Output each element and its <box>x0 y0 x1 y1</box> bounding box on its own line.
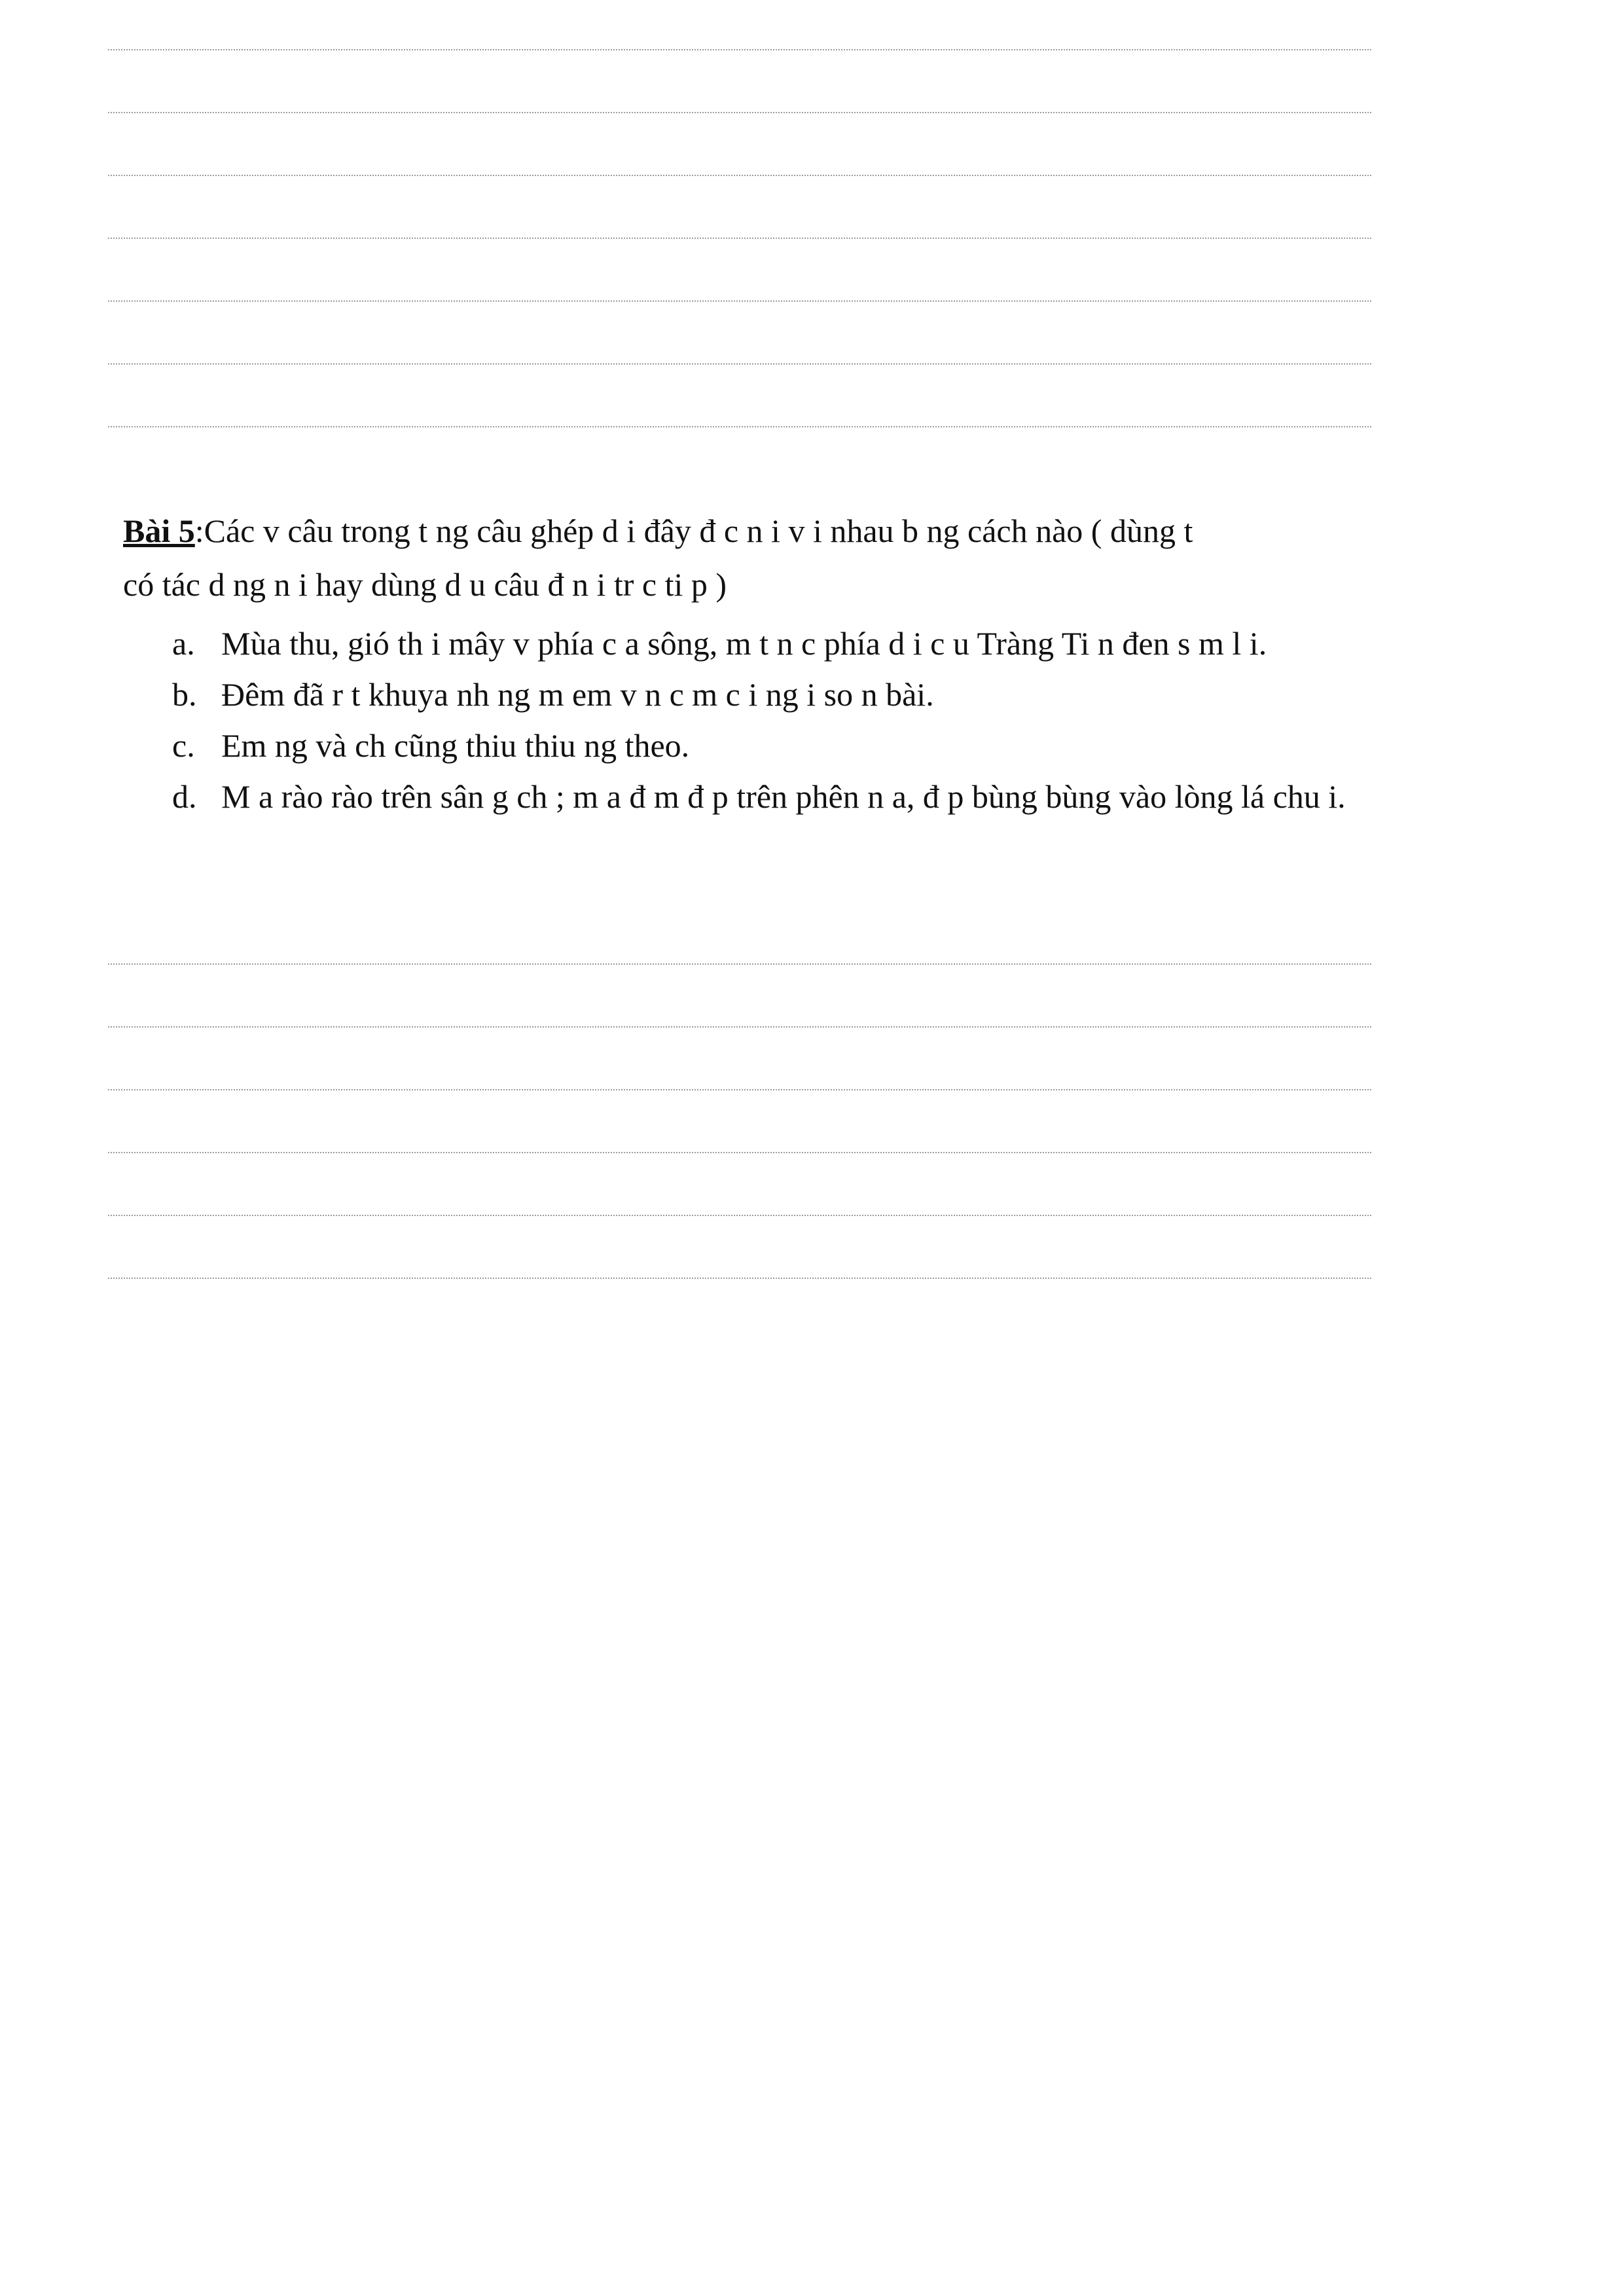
list-item <box>123 771 1537 822</box>
item-marker: a. <box>172 625 195 662</box>
exercise-5 <box>123 504 1537 822</box>
item-text: M a rào rào trên sân g ch ; m a đ m đ p trên phên n a, đ p bùng bùng vào lòng lá chu i. <box>221 778 1346 815</box>
item-text: Đêm đã r t khuya nh ng m em v n c m c i ng i so n bài. <box>221 676 934 713</box>
exercise-heading <box>123 504 1537 558</box>
answer-line <box>108 1152 1371 1153</box>
answer-line <box>108 363 1371 365</box>
answer-line <box>108 426 1371 427</box>
item-marker: b. <box>172 676 197 713</box>
exercise-prompt-line1: :Các v câu trong t ng câu ghép d i đây đ c n i v i nhau b ng cách nào ( dùng t <box>194 512 1193 549</box>
answer-line <box>108 1215 1371 1216</box>
list-item <box>123 720 1537 771</box>
answer-line <box>108 112 1371 113</box>
answer-line <box>108 175 1371 176</box>
item-text: Mùa thu, gió th i mây v phía c a sông, m t n c phía d i c u Tràng Ti n đen s m l i. <box>221 625 1267 662</box>
answer-line <box>108 300 1371 302</box>
exercise-item-list <box>123 618 1537 822</box>
list-item <box>123 618 1537 669</box>
exercise-prompt-line2: có tác d ng n i hay dùng d u câu đ n i tr c ti p ) <box>123 566 727 603</box>
answer-line <box>108 1278 1371 1279</box>
list-item <box>123 669 1537 720</box>
item-marker: d. <box>172 778 197 815</box>
answer-line <box>108 963 1371 965</box>
answer-line <box>108 1026 1371 1028</box>
item-text: Em ng và ch cũng thiu thiu ng theo. <box>221 727 690 764</box>
answer-line <box>108 238 1371 239</box>
exercise-title: Bài 5 <box>123 512 195 549</box>
answer-line <box>108 49 1371 50</box>
item-marker: c. <box>172 727 195 764</box>
answer-line <box>108 1089 1371 1090</box>
